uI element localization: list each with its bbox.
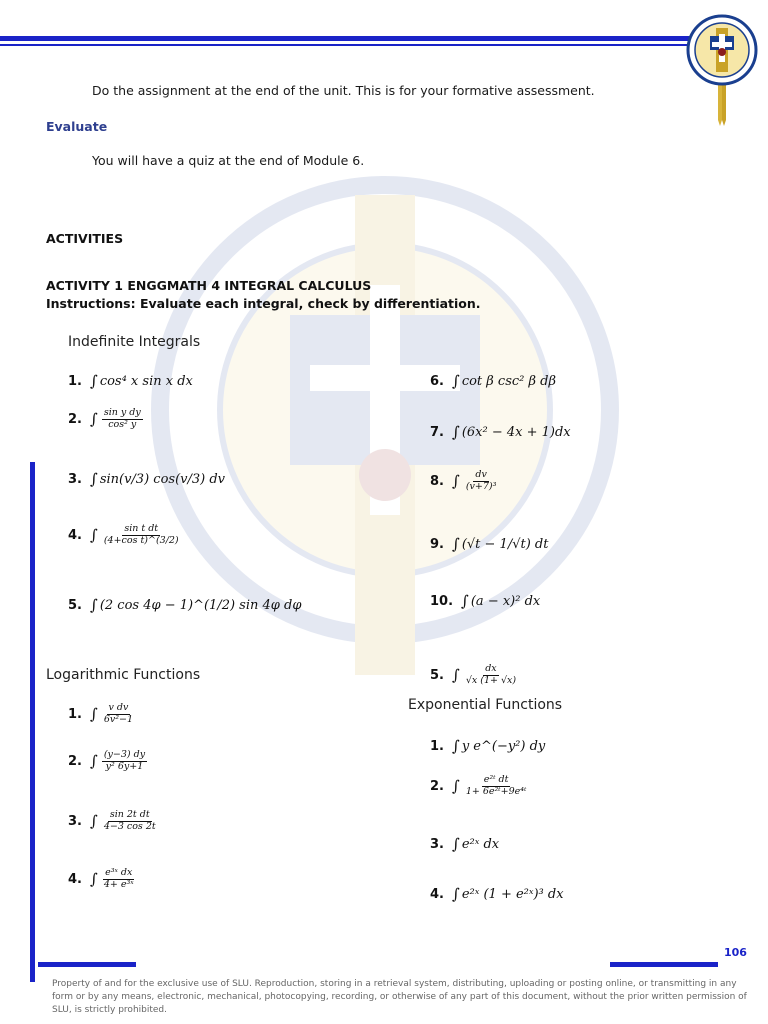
list-item xyxy=(430,423,571,441)
fraction xyxy=(464,775,529,798)
numerator: sin 2t dt xyxy=(109,809,150,820)
integral-sign: ∫ xyxy=(451,423,460,441)
item-number: 3. xyxy=(430,836,444,852)
list-item xyxy=(430,835,499,853)
item-number: 2. xyxy=(430,778,444,794)
list-item xyxy=(68,408,145,431)
list-item xyxy=(430,470,500,493)
integral-sign: ∫ xyxy=(89,410,98,429)
denominator: 1+ 6e²ᵗ+9e⁴ᵗ xyxy=(465,785,527,797)
list-item xyxy=(430,775,530,798)
integral-sign: ∫ xyxy=(451,885,460,903)
list-item xyxy=(430,737,545,755)
integrand: (6x² − 4x + 1)dx xyxy=(461,424,571,440)
item-number: 1. xyxy=(68,706,82,722)
logarithmic-functions-heading: Logarithmic Functions xyxy=(46,667,201,683)
integrand: y e^(−y²) dy xyxy=(461,738,546,754)
footer-rule-right xyxy=(610,962,718,967)
list-item xyxy=(430,664,520,687)
integral-sign: ∫ xyxy=(89,752,98,771)
denominator: 6v²−1 xyxy=(103,713,134,725)
list-item xyxy=(68,372,193,390)
header-rule-thin xyxy=(0,44,700,46)
fraction xyxy=(464,664,518,687)
item-number: 5. xyxy=(430,667,444,683)
exponential-functions-heading: Exponential Functions xyxy=(408,697,563,713)
item-number: 8. xyxy=(430,473,444,489)
evaluate-heading: Evaluate xyxy=(46,119,108,134)
fraction xyxy=(102,703,135,726)
integral-sign: ∫ xyxy=(89,812,98,831)
denominator: cos² y xyxy=(108,418,137,430)
fraction xyxy=(102,868,136,891)
item-number: 4. xyxy=(430,886,444,902)
activities-heading: ACTIVITIES xyxy=(46,231,124,246)
list-item xyxy=(68,703,137,726)
assignment-text: Do the assignment at the end of the unit. This is for your formative assessment. xyxy=(92,83,595,98)
integral-sign: ∫ xyxy=(451,535,460,553)
integral-sign: ∫ xyxy=(89,870,98,889)
header-rule xyxy=(0,36,700,41)
numerator: dv xyxy=(475,469,487,480)
numerator: e³ˣ dx xyxy=(105,867,133,878)
list-item xyxy=(68,596,301,614)
fraction xyxy=(102,408,143,431)
activity-instructions: Instructions: Evaluate each integral, check by differentiation. xyxy=(46,296,481,311)
denominator: y² 6y+1 xyxy=(105,760,144,772)
integrand: e²ˣ (1 + e²ˣ)³ dx xyxy=(461,886,564,902)
item-number: 3. xyxy=(68,471,82,487)
list-item xyxy=(68,750,149,773)
integral-sign: ∫ xyxy=(451,372,460,390)
integral-sign: ∫ xyxy=(451,666,460,685)
integral-sign: ∫ xyxy=(89,705,98,724)
item-number: 1. xyxy=(430,738,444,754)
list-item xyxy=(430,885,564,903)
integral-sign: ∫ xyxy=(89,526,98,545)
integrand: (a − x)² dx xyxy=(470,593,541,609)
fraction xyxy=(102,750,147,773)
integrand: e²ˣ dx xyxy=(461,836,500,852)
fraction xyxy=(464,470,499,493)
list-item xyxy=(430,535,548,553)
quiz-text: You will have a quiz at the end of Module 6. xyxy=(92,153,365,168)
integral-sign: ∫ xyxy=(451,777,460,796)
fraction xyxy=(102,810,158,833)
integral-sign: ∫ xyxy=(89,372,98,390)
fraction xyxy=(102,524,181,547)
page-number: 106 xyxy=(724,946,747,959)
item-number: 1. xyxy=(68,373,82,389)
item-number: 2. xyxy=(68,411,82,427)
list-item xyxy=(68,810,160,833)
integral-sign: ∫ xyxy=(451,472,460,491)
indefinite-integrals-heading: Indefinite Integrals xyxy=(68,334,201,350)
copyright-footer: Property of and for the exclusive use of SLU. Reproduction, storing in a retrieval system, distributing, uploading or posting online, or transmitting in any form or by any means, electronic, mechanical, photocopying, recording, or otherwise of any part of this document, without the prior written permission of SLU, is strictly prohibited. xyxy=(52,979,747,1016)
denominator: (4+cos t)^(3/2) xyxy=(103,534,179,546)
list-item xyxy=(68,868,138,891)
item-number: 9. xyxy=(430,536,444,552)
list-item xyxy=(430,592,540,610)
denominator: 4−3 cos 2t xyxy=(103,820,156,832)
activity-title: ACTIVITY 1 ENGGMATH 4 INTEGRAL CALCULUS xyxy=(46,278,372,293)
numerator: e²ᵗ dt xyxy=(483,774,509,785)
integrand: cos⁴ x sin x dx xyxy=(99,373,193,389)
item-number: 4. xyxy=(68,527,82,543)
integral-sign: ∫ xyxy=(451,737,460,755)
item-number: 4. xyxy=(68,871,82,887)
item-number: 3. xyxy=(68,813,82,829)
list-item xyxy=(68,524,183,547)
numerator: v dv xyxy=(108,702,129,713)
list-item xyxy=(430,372,556,390)
item-number: 6. xyxy=(430,373,444,389)
numerator: sin y dy xyxy=(103,407,141,418)
item-number: 10. xyxy=(430,593,454,609)
item-number: 7. xyxy=(430,424,444,440)
integrand: (2 cos 4φ − 1)^(1/2) sin 4φ dφ xyxy=(99,597,302,613)
list-item xyxy=(68,470,225,488)
integrand: cot β csc² β dβ xyxy=(461,373,556,389)
integral-sign: ∫ xyxy=(89,596,98,614)
integrand: sin(v/3) cos(v/3) dv xyxy=(99,471,226,487)
integral-sign: ∫ xyxy=(451,835,460,853)
integrand: (√t − 1/√t) dt xyxy=(461,536,549,552)
integral-sign: ∫ xyxy=(461,592,469,610)
numerator: sin t dt xyxy=(124,523,159,534)
numerator: (y−3) dy xyxy=(103,749,146,760)
integral-sign: ∫ xyxy=(89,470,98,488)
denominator: (v+7)³ xyxy=(465,480,497,492)
left-margin-rule xyxy=(30,462,35,982)
item-number: 5. xyxy=(68,597,82,613)
university-seal-icon xyxy=(682,8,762,126)
numerator: dx xyxy=(485,663,497,674)
denominator: 4+ e³ˣ xyxy=(103,878,134,890)
item-number: 2. xyxy=(68,753,82,769)
denominator: √x (1+ √x) xyxy=(465,674,517,686)
footer-rule-left xyxy=(38,962,136,967)
